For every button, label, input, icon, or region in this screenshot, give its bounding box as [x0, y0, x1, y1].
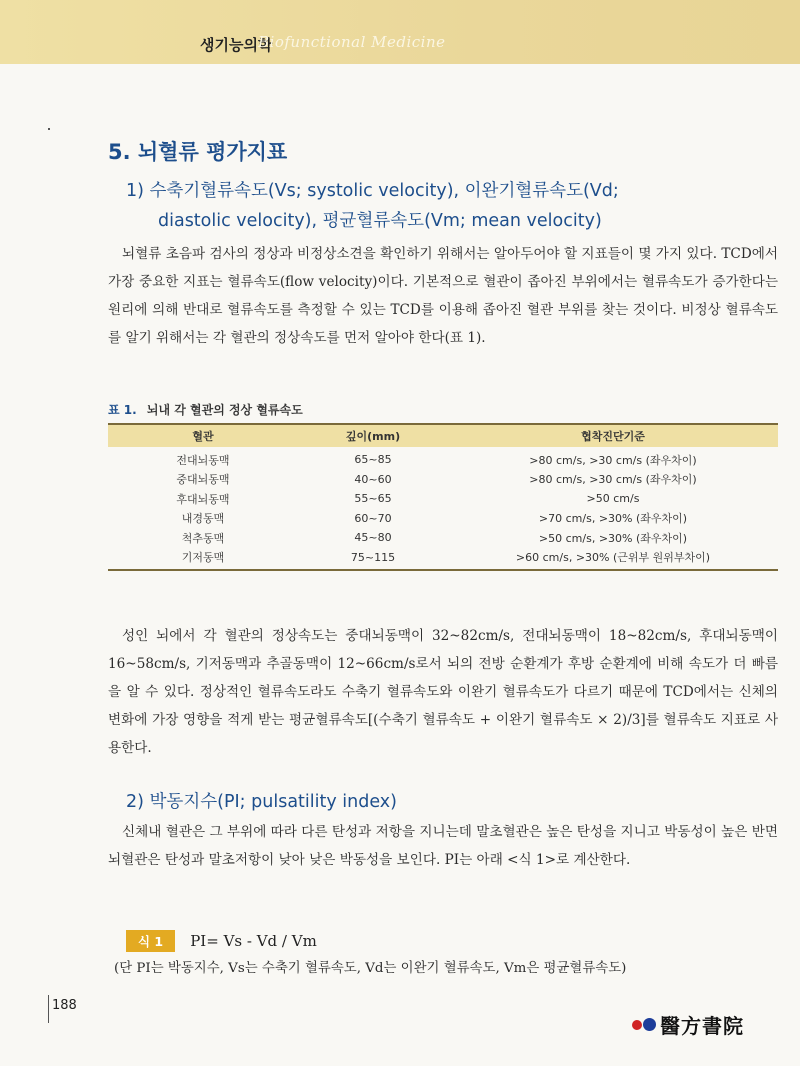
table-header-row	[108, 424, 778, 447]
cell-vessel: 전대뇌동맥	[176, 453, 230, 467]
cell-depth: 75~115	[298, 548, 448, 571]
table-caption	[108, 401, 303, 418]
paragraph-pulsatility: 신체내 혈관은 그 부위에 따라 다른 탄성과 저항을 지니는데 말초혈관은 높은 탄성을 지니고 박동성이 높은 반면 뇌혈관은 탄성과 말초저항이 낮아 낮은 박동성을 보인다. PI는 아래 <식 1>로 계산한다.	[108, 824, 778, 868]
running-head-title: 생기능의학	[200, 36, 273, 54]
cell-depth: 65~85	[354, 453, 392, 467]
table-caption-text: 뇌내 각 혈관의 정상 혈류속도	[146, 403, 303, 417]
table-row	[108, 509, 778, 529]
paragraph-normal-velocities: 성인 뇌에서 각 혈관의 정상속도는 중대뇌동맥이 32~82cm/s, 전대뇌동맥이 18~82cm/s, 후대뇌동맥이 16~58cm/s, 기저동맥과 추골동맥이 12~66cm/s로서 뇌의 전방 순환계가 후방 순환계에 비해 속도가 더 빠름을 알 수 있다. 정상적인 혈류속도라도 수축기 혈류속도와 이완기 혈류속도가 다르기 때문에 TCD에서는 신체의 변화에 가장 영향을 적게 받는 평균혈류속도[(수축기 혈류속도 + 이완기 혈류속도 × 2)/3]를 혈류속도 지표로 사용한다.	[108, 628, 778, 756]
cell-vessel: 기저동맥	[108, 548, 298, 571]
cell-depth: 55~65	[354, 492, 392, 506]
table-row	[108, 548, 778, 571]
section-title: 5. 뇌혈류 평가지표	[108, 140, 288, 164]
cell-depth: 40~60	[354, 472, 392, 486]
header-depth: 깊이(mm)	[298, 424, 448, 447]
cell-vessel: 후대뇌동맥	[176, 492, 230, 506]
header-vessel: 혈관	[108, 424, 298, 447]
header-band	[0, 0, 800, 64]
subsection-title-1-line1: 1) 수축기혈류속도(Vs; systolic velocity), 이완기혈류속도(Vd;	[126, 181, 619, 201]
margin-mark	[48, 128, 50, 130]
header-criteria: 협착진단기준	[448, 424, 778, 447]
logo-blue-dot-icon	[643, 1018, 656, 1031]
table-row	[108, 470, 778, 490]
formula-badge: 식 1	[126, 930, 175, 952]
table-row	[108, 528, 778, 548]
table-caption-label: 표 1.	[108, 403, 137, 417]
cell-depth: 60~70	[354, 511, 392, 525]
subsection-title-2: 2) 박동지수(PI; pulsatility index)	[126, 792, 397, 812]
cell-criteria: >80 cm/s, >30 cm/s (좌우차이)	[529, 453, 697, 467]
running-head-subtitle: Biofunctional Medicine	[258, 33, 446, 51]
cell-vessel: 척추동맥	[181, 531, 225, 545]
cell-criteria: >50 cm/s	[586, 492, 640, 506]
cell-criteria: >80 cm/s, >30 cm/s (좌우차이)	[529, 473, 697, 487]
cell-criteria: >70 cm/s, >30% (좌우차이)	[538, 512, 688, 526]
table-row	[108, 447, 778, 470]
formula-row	[126, 930, 317, 950]
cell-depth: 45~80	[354, 531, 392, 545]
velocity-table	[108, 423, 778, 571]
formula-text: PI= Vs - Vd / Vm	[190, 932, 317, 950]
cell-criteria: >60 cm/s, >30% (근위부 원위부차이)	[448, 548, 778, 571]
logo-red-dot-icon	[632, 1020, 642, 1030]
publisher-name: 醫方書院	[660, 1014, 744, 1038]
cell-vessel: 중대뇌동맥	[176, 473, 230, 487]
subsection-title-1-line2: diastolic velocity), 평균혈류속도(Vm; mean velocity)	[158, 211, 602, 231]
page-number: 188	[48, 995, 77, 1023]
table-row	[108, 489, 778, 509]
cell-vessel: 내경동맥	[181, 512, 225, 526]
publisher-logo	[632, 1010, 744, 1039]
cell-criteria: >50 cm/s, >30% (좌우차이)	[538, 531, 688, 545]
formula-note: (단 PI는 박동지수, Vs는 수축기 혈류속도, Vd는 이완기 혈류속도, Vm은 평균혈류속도)	[114, 961, 627, 976]
paragraph-intro: 뇌혈류 초음파 검사의 정상과 비정상소견을 확인하기 위해서는 알아두어야 할 지표들이 몇 가지 있다. TCD에서 가장 중요한 지표는 혈류속도(flow velocity)이다. 기본적으로 혈관이 좁아진 부위에서는 혈류속도가 증가한다는 원리에 의해 반대로 혈류속도를 측정할 수 있는 TCD를 이용해 좁아진 혈관 부위를 찾는 것이다. 비정상 혈류속도를 알기 위해서는 각 혈관의 정상속도를 먼저 알아야 한다(표 1).	[108, 246, 778, 346]
